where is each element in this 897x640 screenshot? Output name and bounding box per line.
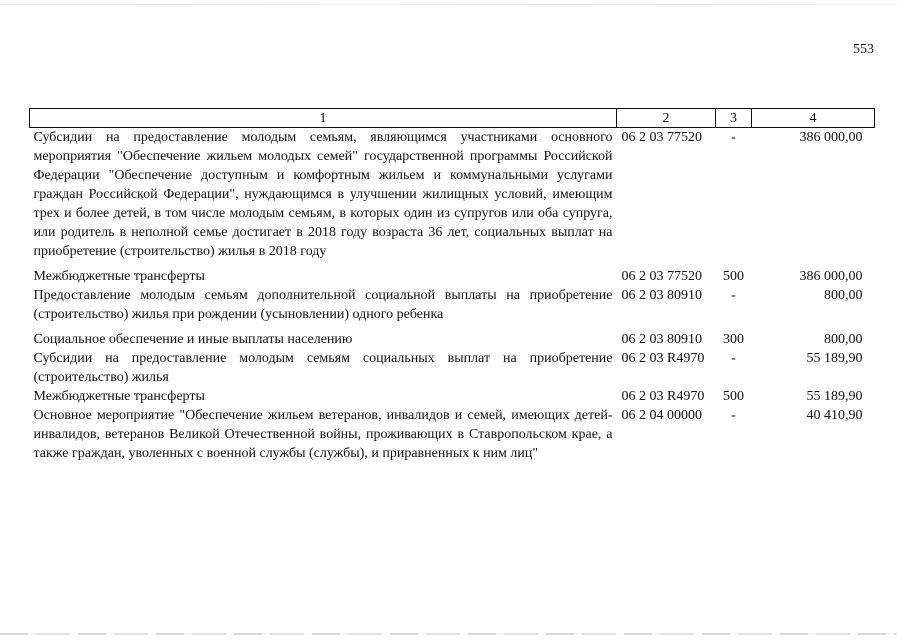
row-type: 500 bbox=[723, 269, 744, 284]
table-row bbox=[30, 267, 875, 286]
table-row bbox=[30, 128, 875, 268]
page-number: 553 bbox=[853, 42, 874, 57]
table-row bbox=[30, 387, 875, 406]
table-row bbox=[30, 349, 875, 387]
row-code: 06 2 03 80910 bbox=[621, 288, 702, 303]
row-sum: 800,00 bbox=[824, 288, 863, 303]
row-type: - bbox=[731, 351, 736, 366]
row-type: - bbox=[731, 288, 736, 303]
row-sum: 40 410,90 bbox=[806, 408, 863, 423]
scan-edge-bottom bbox=[0, 633, 897, 635]
row-code: 06 2 04 00000 bbox=[621, 408, 702, 423]
table-row bbox=[30, 330, 875, 349]
header-col-sum: 4 bbox=[752, 109, 875, 128]
row-name: Предоставление молодым семьям дополнительной социальной выплаты на приобретение (строительство) жилья при рождении (усыновлении) одного ребенка bbox=[33, 288, 613, 322]
row-sum: 55 189,90 bbox=[806, 351, 863, 366]
row-name: Межбюджетные трансферты bbox=[33, 389, 205, 404]
row-sum: 386 000,00 bbox=[799, 269, 863, 284]
budget-table bbox=[29, 108, 875, 463]
header-col-type: 3 bbox=[716, 109, 752, 128]
row-name: Субсидии на предоставление молодым семьям социальных выплат на приобретение (строительство) жилья bbox=[33, 351, 613, 385]
row-type: - bbox=[731, 130, 736, 145]
row-code: 06 2 03 77520 bbox=[621, 130, 702, 145]
row-type: 300 bbox=[723, 332, 744, 347]
row-name: Межбюджетные трансферты bbox=[33, 269, 205, 284]
row-type: - bbox=[731, 408, 736, 423]
row-type: 500 bbox=[723, 389, 744, 404]
row-code: 06 2 03 R4970 bbox=[621, 389, 705, 404]
table-header-row bbox=[30, 109, 875, 128]
scan-edge-top bbox=[0, 4, 897, 5]
row-sum: 386 000,00 bbox=[799, 130, 863, 145]
row-code: 06 2 03 77520 bbox=[621, 269, 702, 284]
row-name: Социальное обеспечение и иные выплаты населению bbox=[33, 332, 353, 347]
row-sum: 800,00 bbox=[824, 332, 863, 347]
header-col-name: 1 bbox=[30, 109, 617, 128]
row-code: 06 2 03 80910 bbox=[621, 332, 702, 347]
row-name: Основное мероприятие "Обеспечение жильем ветеранов, инвалидов и семей, имеющих детей-инвалидов, ветеранов Великой Отечественной войны, проживающих в Ставропольском крае, а также граждан, уволенных с военной службы (службы), и приравненных к ним лиц" bbox=[33, 408, 613, 461]
header-col-code: 2 bbox=[617, 109, 716, 128]
row-sum: 55 189,90 bbox=[806, 389, 863, 404]
row-code: 06 2 03 R4970 bbox=[621, 351, 705, 366]
table-row bbox=[30, 286, 875, 330]
table-row bbox=[30, 406, 875, 463]
row-name: Субсидии на предоставление молодым семьям, являющимся участниками основного мероприятия "Обеспечение жильем молодых семей" государственной программы Российской Федерации "Обеспечение доступным и комфортным жильем и коммунальными услугами граждан Российской Федерации", нуждающимся в улучшении жилищных условий, имеющим трех и более детей, в том числе молодым семьям, в которых один из супругов или оба супруга, или родитель в неполной семье достигает в 2018 году возраста 36 лет, социальных выплат на приобретение (строительство) жилья в 2018 году bbox=[33, 130, 613, 259]
